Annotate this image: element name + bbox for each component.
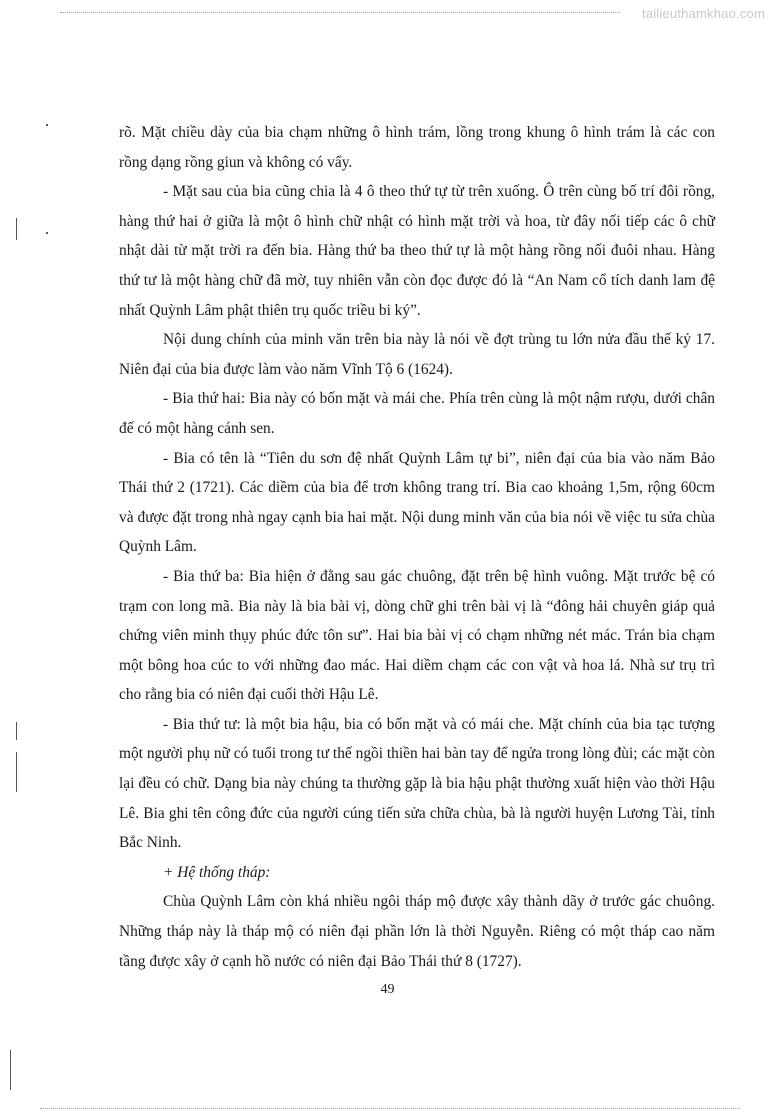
paragraph: Chùa Quỳnh Lâm còn khá nhiều ngôi tháp mộ được xây thành dãy ở trước gác chuông. Những tháp này là tháp mộ có niên đại phần lớn là thời Nguyễn. Riêng có một tháp cao năm tầng được xây ở cạnh hồ nước có niên đại Bảo Thái thứ 8 (1727).: [119, 893, 715, 970]
scan-artifact-left: [16, 722, 17, 740]
paragraph: - Mặt sau của bia cũng chia là 4 ô theo thứ tự từ trên xuống. Ô trên cùng bố trí đôi rồng, hàng thứ hai ở giữa là một ô hình chữ nhật có hình mặt trời và hoa, từ đây nối tiếp các ô chữ nhật dài từ mặt trời ra đến bia. Hàng thứ ba theo thứ tự là một hàng rồng nối đuôi nhau. Hàng thứ tư là một hàng chữ đã mờ, tuy nhiên vẫn còn đọc được đó là “An Nam cổ tích danh lam đệ nhất Quỳnh Lâm phật thiên trụ quốc triều bi ký”.: [119, 183, 715, 319]
paragraph: - Bia thứ ba: Bia hiện ở đằng sau gác chuông, đặt trên bệ hình vuông. Mặt trước bệ có trạm con long mã. Bia này là bia bài vị, dòng chữ ghi trên bài vị là “đông hải chuyên giáp quả chứng viên minh thụy phúc đức tôn sư”. Hai bia bài vị có chạm những nét mác. Trán bia chạm một bông hoa cúc to với những đao mác. Hai diềm chạm các con vật và hoa lá. Nhà sư trụ trì cho rằng bia có niên đại cuối thời Hậu Lê.: [119, 567, 715, 704]
scan-artifact-left: [16, 752, 17, 792]
paragraph: - Bia thứ tư: là một bia hậu, bia có bốn mặt và có mái che. Mặt chính của bia tạc tượng một người phụ nữ có tuổi trong tư thế ngồi thiền hai bàn tay để ngửa trong lòng đùi; các mặt còn lại đều có chữ. Dạng bia này chúng ta thường gặp là bia hậu phật thường xuất hiện vào thời Hậu Lê. Bia ghi tên công đức của người cúng tiến sửa chữa chùa, bà là người huyện Lương Tài, tỉnh Bắc Ninh.: [119, 715, 715, 852]
paragraph: rõ. Mặt chiều dày của bia chạm những ô hình trám, lồng trong khung ô hình trám là các con rồng dạng rồng giun và không có vẩy.: [119, 124, 715, 171]
paragraph: - Bia có tên là “Tiên du sơn đệ nhất Quỳnh Lâm tự bi”, niên đại của bia vào năm Bảo Thái thứ 2 (1721). Các diềm của bia để trơn không trang trí. Bia cao khoảng 1,5m, rộng 60cm và được đặt trong nhà ngay cạnh bia hai mặt. Nội dung minh văn của bia nói về việc tu sửa chùa Quỳnh Lâm.: [119, 449, 715, 556]
scan-artifact-bottom: [40, 1108, 740, 1110]
paragraph: + Hệ thống tháp:: [163, 863, 271, 881]
scan-artifact-left: [16, 218, 17, 240]
watermark: tailieuthamkhao.com: [641, 6, 765, 21]
scan-artifact-left: [46, 232, 48, 234]
document-body: [119, 118, 715, 976]
scan-artifact-top: [60, 12, 620, 14]
scan-artifact-left: [46, 124, 48, 126]
page-number: 49: [380, 982, 395, 997]
paragraph: - Bia thứ hai: Bia này có bốn mặt và mái che. Phía trên cùng là một nậm rượu, dưới chân đế có một hàng cánh sen.: [119, 390, 715, 437]
scan-artifact-left: [10, 1050, 11, 1090]
paragraph: Nội dung chính của minh văn trên bia này là nói về đợt trùng tu lớn nửa đầu thế kỷ 17. Niên đại của bia được làm vào năm Vĩnh Tộ 6 (1624).: [119, 331, 715, 378]
